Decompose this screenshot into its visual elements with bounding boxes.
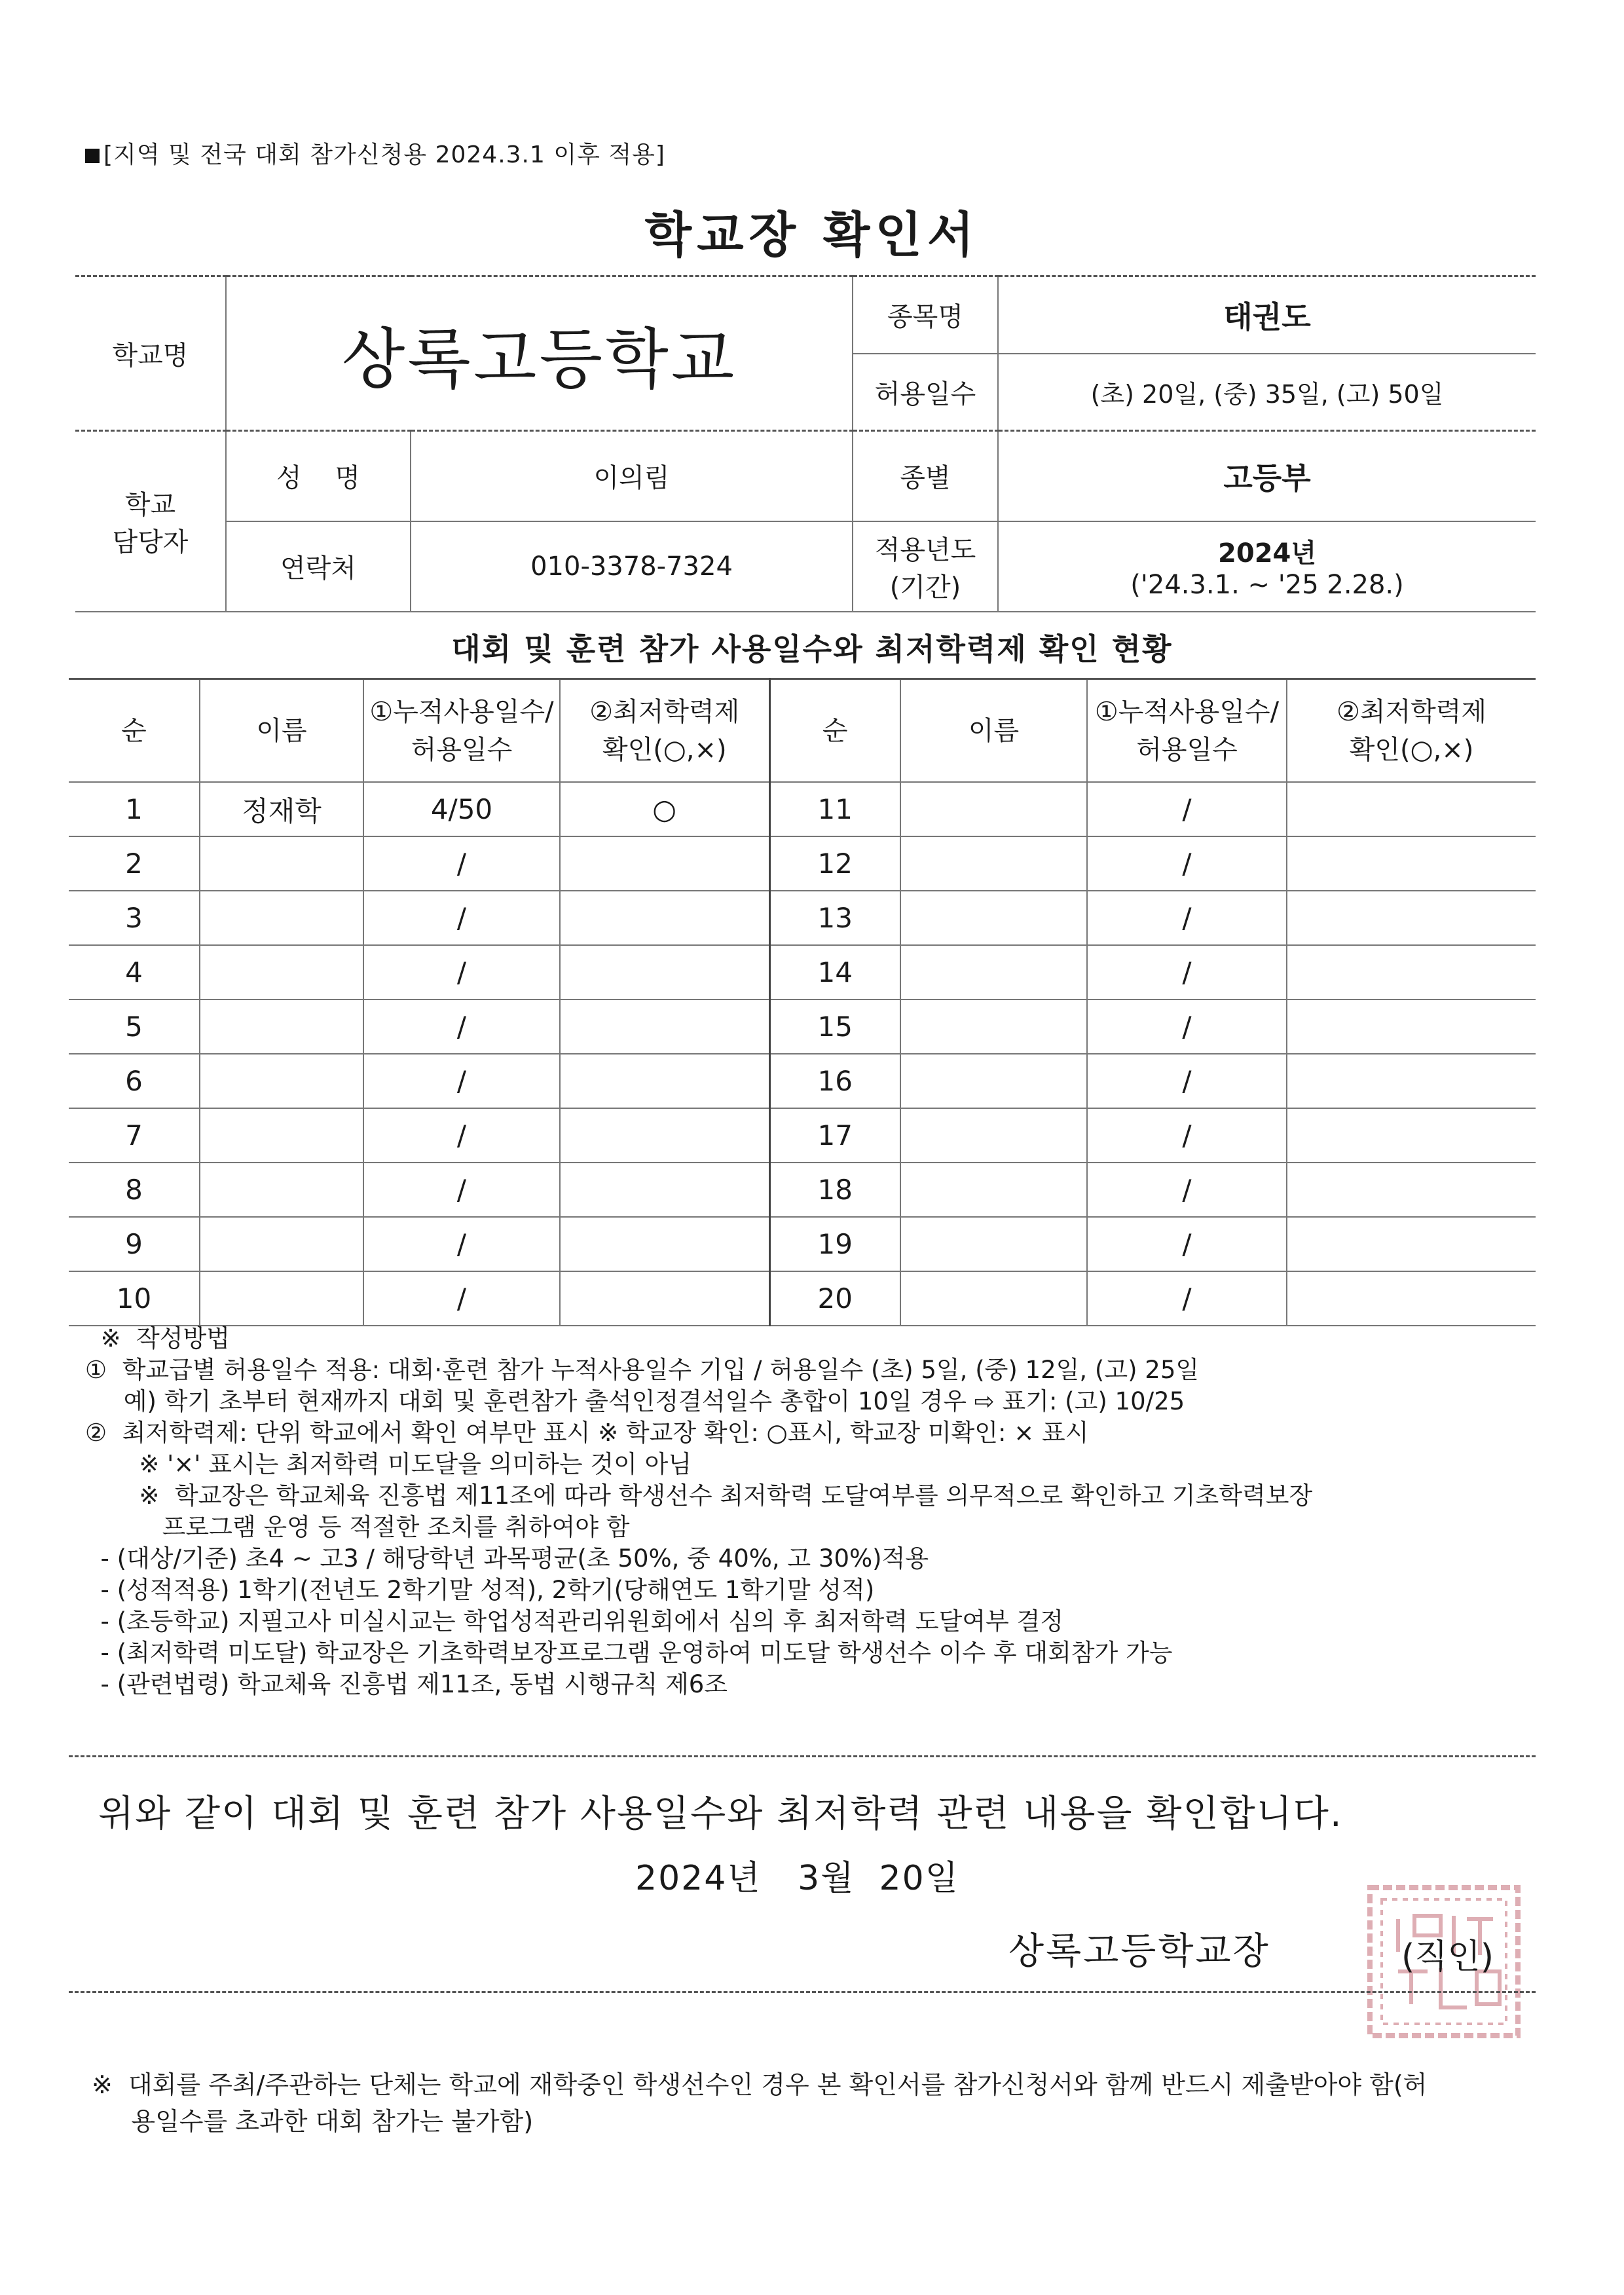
cell-right-days: / [1087,1271,1287,1326]
division-value: 고등부 [998,431,1536,521]
cell-right-no: 16 [769,1054,900,1108]
header-academic-right-line2: 확인(○,×) [1349,734,1474,765]
cell-check [560,891,769,945]
note-line: ※ 학교장은 학교체육 진흥법 제11조에 따라 학생선수 최저학력 도달여부를 의무적으로 확인하고 기초학력보장 [85,1482,1313,1510]
cell-right-no: 11 [769,782,900,836]
info-table [75,275,1536,612]
square-bullet-icon [85,149,100,163]
cell-right-name [900,1108,1087,1163]
cell-right-no: 20 [769,1271,900,1326]
cell-right-name [900,945,1087,999]
cell-days: / [363,1108,560,1163]
cell-right-no: 13 [769,891,900,945]
cell-right-name [900,1217,1087,1271]
cell-days: / [363,1271,560,1326]
note-line: - (성적적용) 1학기(전년도 2학기말 성적), 2학기(당해연도 1학기말 성적) [85,1576,875,1604]
header-days-line1: ①누적사용일수/ [369,696,554,727]
cell-no: 5 [69,999,200,1054]
header-days-right [1087,679,1287,783]
cell-right-name [900,891,1087,945]
note-line: - (초등학교) 지필고사 미실시교는 학업성적관리위원회에서 심의 후 최저학력 도달여부 결정 [85,1607,1064,1635]
cell-check: ○ [560,782,769,836]
cell-right-check [1287,1054,1536,1108]
header-days-right-line2: 허용일수 [1136,734,1238,765]
cell-right-name [900,1163,1087,1217]
table-row [69,1271,1536,1326]
table-row [69,782,1536,836]
table-row [69,1054,1536,1108]
header-days-right-line1: ①누적사용일수/ [1094,696,1280,727]
cell-right-check [1287,1163,1536,1217]
header-days-line2: 허용일수 [411,734,513,765]
cell-days: / [363,836,560,891]
cell-check [560,836,769,891]
cell-right-days: / [1087,891,1287,945]
cell-right-no: 17 [769,1108,900,1163]
cell-no: 2 [69,836,200,891]
cell-right-days: / [1087,782,1287,836]
year-label-line2: (기간) [889,572,961,603]
cell-check [560,1108,769,1163]
contact-name: 이의림 [411,431,853,521]
cell-name [200,1271,363,1326]
cell-check [560,1054,769,1108]
cell-right-check [1287,945,1536,999]
cell-name [200,1108,363,1163]
note-line: - (대상/기준) 초4 ~ 고3 / 해당학년 과목평균(초 50%, 중 40%, 고 30%)적용 [85,1544,929,1573]
header-days [363,679,560,783]
cell-name [200,945,363,999]
cell-no: 8 [69,1163,200,1217]
cell-right-no: 12 [769,836,900,891]
note-line: ① 학교급별 허용일수 적용: 대회·훈련 참가 누적사용일수 기입 / 허용일수 (초) 5일, (중) 12일, (고) 25일 [85,1356,1200,1384]
cell-right-name [900,836,1087,891]
year-value: 2024년 [1218,538,1316,569]
allowed-days-value: (초) 20일, (중) 35일, (고) 50일 [998,354,1536,431]
cell-name [200,1217,363,1271]
cell-name [200,1163,363,1217]
cell-days: / [363,999,560,1054]
allowed-days-label: 허용일수 [853,354,998,431]
period-value: ('24.3.1. ~ '25 2.28.) [1130,570,1404,600]
note-line: ※ 작성방법 [85,1324,231,1353]
cell-right-days: / [1087,999,1287,1054]
header-academic-line1: ②최저학력제 [589,696,740,727]
cell-right-check [1287,891,1536,945]
table-row [69,891,1536,945]
note-line: - (최저학력 미도달) 학교장은 기초학력보장프로그램 운영하여 미도달 학생선수 이수 후 대회참가 가능 [85,1639,1173,1667]
footer-note [92,2066,1532,2140]
cell-check [560,945,769,999]
footer-line: 용일수를 초과한 대회 참가는 불가함) [92,2107,534,2136]
confirm-statement: 위와 같이 대회 및 훈련 참가 사용일수와 최저학력 관련 내용을 확인합니다. [98,1793,1343,1835]
cell-no: 1 [69,782,200,836]
note-line: ※ '×' 표시는 최저학력 미도달을 의미하는 것이 아님 [85,1450,692,1478]
cell-check [560,1217,769,1271]
cell-check [560,1271,769,1326]
header-no: 순 [69,679,200,783]
cell-right-days: / [1087,1108,1287,1163]
footer-line: ※ 대회를 주최/주관하는 단체는 학교에 재학중인 학생선수인 경우 본 확인서를 참가신청서와 함께 반드시 제출받아야 함(허 [92,2070,1428,2099]
phone-label: 연락처 [226,521,411,612]
cell-days: / [363,1163,560,1217]
cell-right-check [1287,1217,1536,1271]
cell-right-name [900,782,1087,836]
year-cell [998,521,1536,612]
table-row [69,999,1536,1054]
cell-right-name [900,1271,1087,1326]
cell-days: / [363,891,560,945]
note-line: 예) 학기 초부터 현재까지 대회 및 훈련참가 출석인정결석일수 총합이 10일 경우 ⇨ 표기: (고) 10/25 [85,1387,1185,1415]
cell-no: 10 [69,1271,200,1326]
table-row [69,1217,1536,1271]
cell-name: 정재학 [200,782,363,836]
cell-days: 4/50 [363,782,560,836]
contact-person-label [75,431,226,612]
phone-value: 010-3378-7324 [411,521,853,612]
cell-no: 9 [69,1217,200,1271]
header-academic-right [1287,679,1536,783]
cell-no: 3 [69,891,200,945]
school-name: 상록고등학교 [226,276,853,431]
note-line: 프로그램 운영 등 적절한 조치를 취하여야 함 [85,1513,630,1541]
divider-bottom [69,1991,1536,1993]
cell-right-days: / [1087,1054,1287,1108]
note-line: - (관련법령) 학교체육 진흥법 제11조, 동법 시행규칙 제6조 [85,1670,728,1698]
cell-right-check [1287,999,1536,1054]
contact-person-label-line1: 학교 [124,489,176,520]
cell-right-check [1287,836,1536,891]
header-academic-line2: 확인(○,×) [602,734,727,765]
name-label: 성 명 [226,431,411,521]
cell-right-no: 18 [769,1163,900,1217]
header-academic-right-line1: ②최저학력제 [1336,696,1487,727]
table-row [69,1163,1536,1217]
seal-label: (직인) [1401,1937,1494,1977]
cell-name [200,999,363,1054]
header-note [85,136,665,170]
cell-no: 7 [69,1108,200,1163]
cell-right-no: 19 [769,1217,900,1271]
note-line: ② 최저학력제: 단위 학교에서 확인 여부만 표시 ※ 학교장 확인: ○표시, 학교장 미확인: × 표시 [85,1419,1089,1447]
cell-right-name [900,1054,1087,1108]
cell-right-no: 14 [769,945,900,999]
cell-right-no: 15 [769,999,900,1054]
division-label: 종별 [853,431,998,521]
cell-name [200,891,363,945]
table-row [69,1108,1536,1163]
header-note-text: [지역 및 전국 대회 참가신청용 2024.3.1 이후 적용] [103,141,665,168]
cell-days: / [363,1217,560,1271]
cell-right-check [1287,1108,1536,1163]
contact-person-label-line2: 담당자 [112,527,189,557]
header-name: 이름 [200,679,363,783]
header-academic [560,679,769,783]
cell-name [200,836,363,891]
cell-right-days: / [1087,945,1287,999]
notes [85,1323,1559,1700]
cell-no: 6 [69,1054,200,1108]
page-title: 학교장 확인서 [644,207,980,263]
cell-name [200,1054,363,1108]
section-title: 대회 및 훈련 참가 사용일수와 최저학력제 확인 현황 [451,631,1173,667]
table-row [69,945,1536,999]
signature-date: 2024년 3월 20일 [635,1859,959,1898]
status-table [69,678,1536,1326]
header-name-right: 이름 [900,679,1087,783]
principal-title: 상록고등학교장 [1008,1930,1270,1973]
cell-check [560,999,769,1054]
header-no-right: 순 [769,679,900,783]
cell-right-days: / [1087,836,1287,891]
cell-right-check [1287,782,1536,836]
sport-label: 종목명 [853,276,998,354]
sport-value: 태권도 [998,276,1536,354]
cell-no: 4 [69,945,200,999]
year-label-line1: 적용년도 [874,534,976,565]
cell-check [560,1163,769,1217]
cell-right-check [1287,1271,1536,1326]
cell-right-name [900,999,1087,1054]
cell-right-days: / [1087,1163,1287,1217]
cell-right-days: / [1087,1217,1287,1271]
year-label [853,521,998,612]
table-row [69,836,1536,891]
school-label: 학교명 [75,276,226,431]
cell-days: / [363,1054,560,1108]
divider [69,1755,1536,1757]
cell-days: / [363,945,560,999]
